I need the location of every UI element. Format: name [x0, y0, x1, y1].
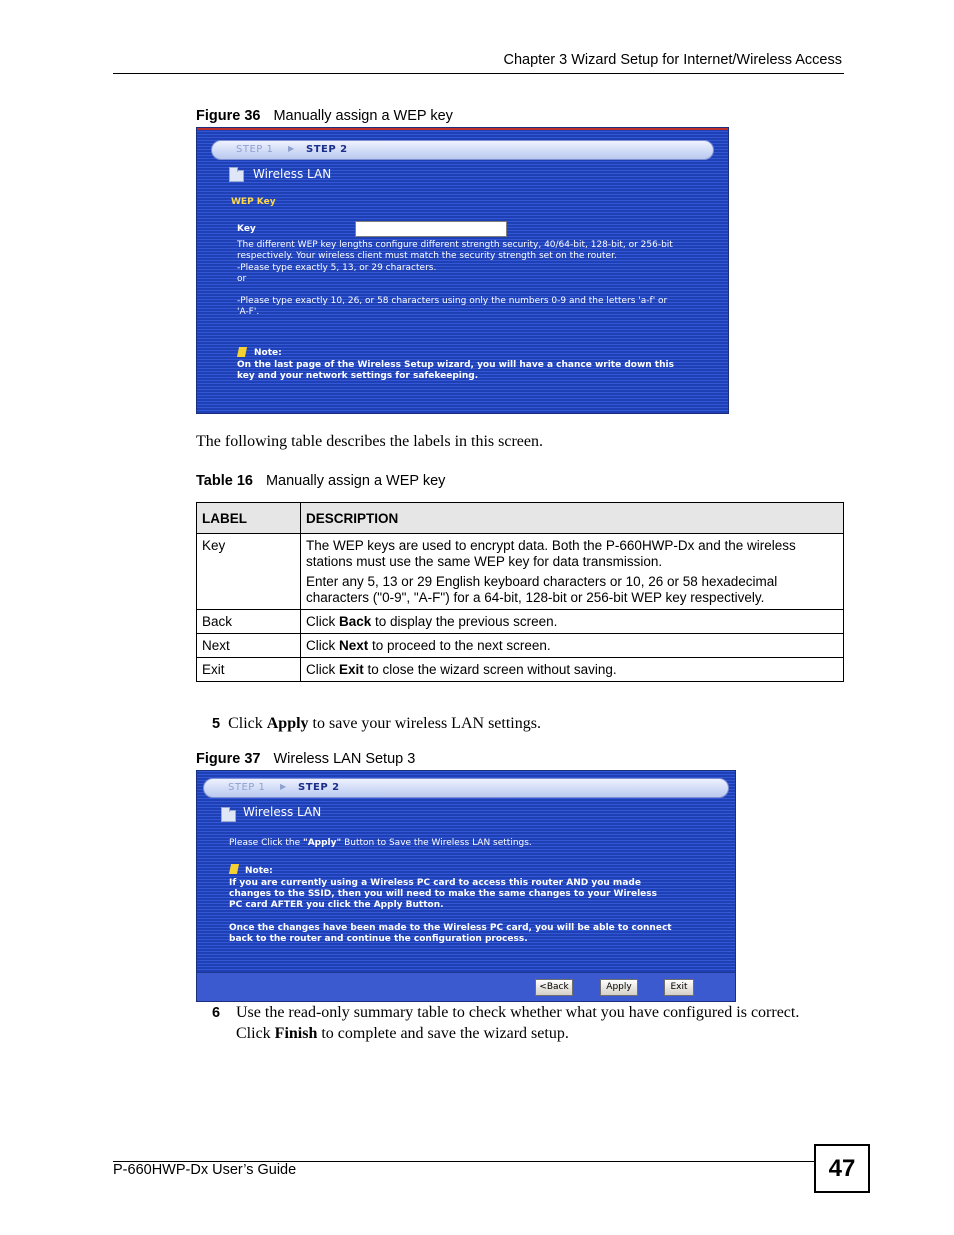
step-1-label[interactable]: STEP 1 — [236, 144, 274, 155]
note-icon — [229, 864, 239, 874]
row-label: Next — [197, 634, 301, 658]
note-title: Note: — [254, 348, 282, 358]
key-desc-para-2: Enter any 5, 13 or 29 English keyboard characters or 10, 26 or 58 hexadecimal characters ("0-9", "A-F") for a 64-bit, 128-bit or 256-bit WEP key respectively. — [306, 574, 778, 605]
step-6-number: 6 — [212, 1005, 221, 1021]
key-help-line-4: or — [237, 274, 247, 284]
folder-icon — [221, 810, 236, 822]
note-line-1: If you are currently using a Wireless PC card to access this router AND you made — [229, 878, 641, 888]
row-label: Back — [197, 610, 301, 634]
row-description: Click Next to proceed to the next screen. — [301, 634, 844, 658]
step-2-label: STEP 2 — [298, 782, 340, 793]
step-2-label: STEP 2 — [306, 144, 348, 155]
wep-key-section-title: WEP Key — [231, 197, 276, 207]
figure-37-screenshot — [196, 770, 736, 1002]
note-line-3: PC card AFTER you click the Apply Button. — [229, 900, 444, 910]
figure-36-label: Figure 36 — [196, 108, 261, 124]
note-line-5: back to the router and continue the configuration process. — [229, 934, 528, 944]
step-1-label[interactable]: STEP 1 — [228, 782, 266, 793]
figure-36-title: Manually assign a WEP key — [273, 108, 453, 124]
figure-37-label: Figure 37 — [196, 751, 261, 767]
figure-37-caption — [196, 751, 415, 767]
step-bar — [203, 778, 729, 798]
table-16-caption — [196, 473, 445, 489]
row-description: Click Exit to close the wizard screen without saving. — [301, 658, 844, 682]
step-6-line-1: Use the read-only summary table to check whether what you have configured is correct. — [236, 1004, 800, 1021]
row-label: Key — [197, 534, 301, 610]
figure-36-caption — [196, 108, 453, 124]
key-help-line-3: -Please type exactly 5, 13, or 29 characters. — [237, 263, 437, 273]
table-row — [197, 634, 844, 658]
step-5-text: 5 Click Apply to save your wireless LAN settings. — [212, 715, 541, 732]
key-desc-para-1: The WEP keys are used to encrypt data. Both the P-660HWP-Dx and the wireless stations must use the same WEP key for data transmission. — [306, 538, 796, 569]
step-5-number: 5 — [212, 716, 221, 732]
step-bar — [211, 140, 714, 160]
back-button[interactable]: <Back — [535, 979, 573, 996]
key-help-line-1: The different WEP key lengths configure different strength security, 40/64-bit, 128-bit, or 256-bit — [237, 240, 673, 250]
label-description-table — [196, 502, 844, 682]
row-description — [301, 534, 844, 610]
table-row — [197, 534, 844, 610]
header-rule — [113, 73, 844, 74]
table-16-title: Manually assign a WEP key — [265, 473, 446, 489]
note-line-1: On the last page of the Wireless Setup wizard, you will have a chance write down this — [237, 360, 674, 370]
row-description: Click Back to display the previous screen. — [301, 610, 844, 634]
key-label: Key — [237, 224, 256, 234]
step-arrow-icon: ▶ — [280, 782, 287, 791]
step-6-line-2: Click Finish to complete and save the wizard setup. — [236, 1025, 569, 1042]
apply-instruction: Please Click the "Apply" Button to Save the Wireless LAN settings. — [229, 838, 532, 848]
header-label: LABEL — [197, 503, 301, 534]
header-description: DESCRIPTION — [301, 503, 844, 534]
table-16-label: Table 16 — [196, 473, 253, 489]
key-input[interactable] — [355, 221, 507, 237]
note-line-2: changes to the SSID, then you will need to make the same changes to your Wireless — [229, 889, 658, 899]
intro-text: The following table describes the labels in this screen. — [196, 433, 544, 450]
table-row — [197, 610, 844, 634]
row-label: Exit — [197, 658, 301, 682]
key-help-line-6: 'A-F'. — [237, 307, 260, 317]
step-6-number-wrap — [212, 1004, 220, 1022]
step-arrow-icon: ▶ — [288, 144, 295, 153]
table-header-row — [197, 503, 844, 534]
guide-title: P-660HWP-Dx User’s Guide — [113, 1162, 297, 1178]
key-help-line-5: -Please type exactly 10, 26, or 58 characters using only the numbers 0-9 and the letters 'a-f' or — [237, 296, 668, 306]
chapter-header: Chapter 3 Wizard Setup for Internet/Wireless Access — [503, 52, 842, 68]
figure-36-screenshot — [196, 127, 729, 414]
note-icon — [237, 347, 247, 357]
panel-title: Wireless LAN — [243, 805, 322, 819]
note-title: Note: — [245, 866, 273, 876]
note-line-2: key and your network settings for safekeeping. — [237, 371, 479, 381]
folder-icon — [229, 170, 244, 182]
page-number: 47 — [814, 1144, 870, 1193]
key-help-line-2: respectively. Your wireless client must match the security strength set on the router. — [237, 251, 617, 261]
apply-button[interactable]: Apply — [600, 979, 638, 996]
panel-title: Wireless LAN — [253, 167, 332, 181]
button-bar — [197, 972, 735, 1001]
note-line-4: Once the changes have been made to the Wireless PC card, you will be able to connect — [229, 923, 672, 933]
figure-37-title: Wireless LAN Setup 3 — [273, 751, 416, 767]
table-row — [197, 658, 844, 682]
top-accent-line — [197, 128, 728, 130]
exit-button[interactable]: Exit — [664, 979, 694, 996]
